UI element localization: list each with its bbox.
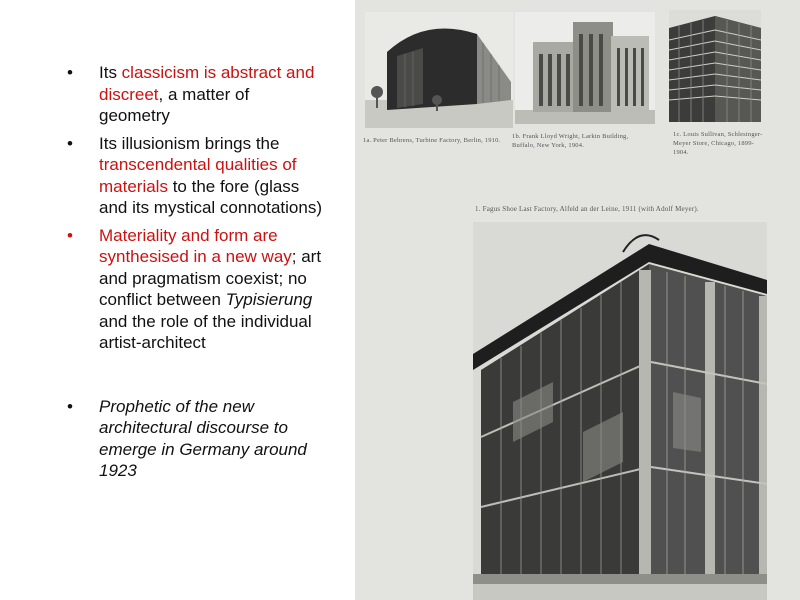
bullet-item	[62, 133, 324, 219]
bullet-text-segment: Its illusionism brings the	[99, 133, 280, 153]
bullet-text-segment: to the fore (glass and its mystical connotations)	[99, 176, 322, 217]
bullet-text-segment: Materiality and form are synthesised in a new way	[99, 225, 292, 266]
bullet-marker: •	[67, 133, 73, 153]
bullet-text-segment: Prophetic of the new architectural discourse to emerge in Germany around 1923	[99, 396, 307, 480]
caption-larkin-building: 1b. Frank Lloyd Wright, Larkin Building, Buffalo, New York, 1904.	[512, 133, 629, 149]
caption-fagus-factory: 1. Fagus Shoe Last Factory, Alfeld an der Leine, 1911 (with Adolf Meyer).	[475, 205, 699, 213]
bullet-marker: •	[67, 63, 73, 82]
bullet-marker: •	[67, 225, 73, 245]
bullet-text-segment: classicism is abstract and discreet	[99, 63, 315, 104]
bullet-text-segment: Typisierung	[225, 290, 313, 309]
turbine-factory-photo	[365, 12, 513, 128]
bullet-text-segment: transcendental qualities of materials	[99, 155, 297, 196]
fagus-factory-photo	[473, 222, 767, 600]
bullet-list	[62, 62, 324, 482]
bullet-item	[62, 62, 324, 127]
larkin-building-photo	[515, 12, 655, 124]
bullet-item	[62, 225, 324, 354]
schlesinger-meyer-store-photo	[669, 10, 761, 122]
bullet-text-segment: ; art and pragmatism coexist; no conflict between	[99, 247, 322, 309]
bullet-marker: •	[67, 396, 73, 416]
bullet-text-segment: and the role of the individual artist-architect	[99, 311, 312, 352]
bullet-text-segment: , a matter of geometry	[99, 84, 250, 125]
caption-turbine-factory: 1a. Peter Behrens, Turbine Factory, Berlin, 1910.	[363, 137, 501, 144]
bullet-item	[62, 396, 324, 482]
photo-plate	[355, 0, 800, 600]
bullet-text-segment: Its	[99, 63, 122, 82]
caption-schlesinger-meyer-store: 1c. Louis Sullivan, Schlesinger-Meyer Store, Chicago, 1899-1904.	[673, 131, 763, 156]
bullet-text-panel	[62, 62, 324, 488]
